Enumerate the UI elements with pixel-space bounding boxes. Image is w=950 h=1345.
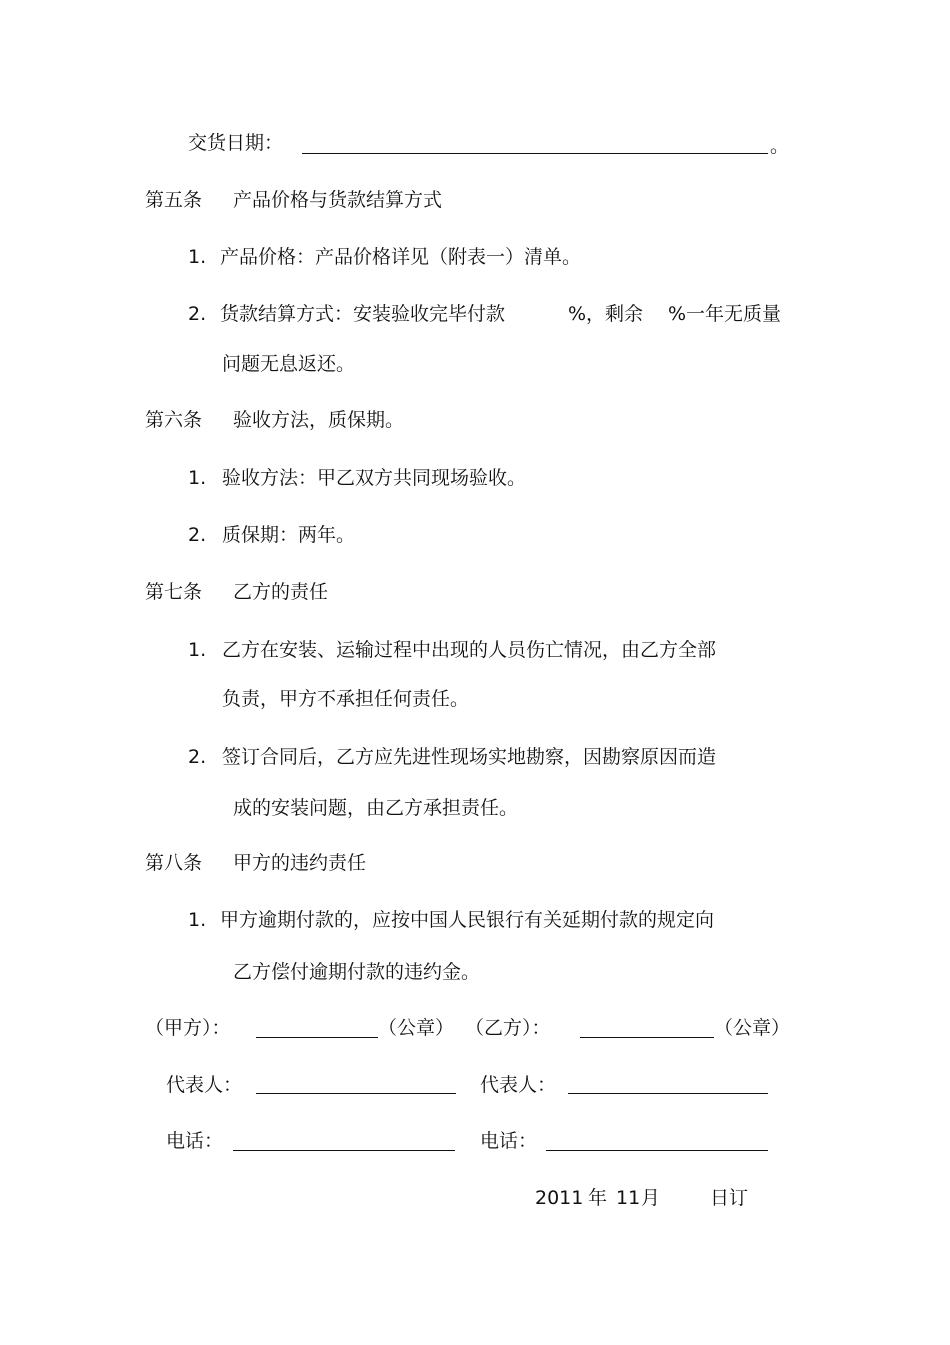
rep-a-blank[interactable] <box>256 1093 456 1094</box>
party-a-seal: （公章） <box>378 1017 455 1039</box>
article-8-item-1-text-cont: 乙方偿付逾期付款的违约金。 <box>233 961 481 983</box>
phone-b-label: 电话： <box>480 1130 538 1152</box>
article-5-item-1-text: 产品价格：产品价格详见（附表一）清单。 <box>220 246 582 268</box>
article-5-item-2-text-cont: 问题无息返还。 <box>222 353 356 375</box>
rep-b-blank[interactable] <box>568 1093 768 1094</box>
article-7-item-1-text: 乙方在安装、运输过程中出现的人员伤亡情况，由乙方全部 <box>222 639 717 661</box>
phone-b-blank[interactable] <box>546 1150 768 1151</box>
article-8-heading: 第八条 <box>145 852 203 874</box>
article-6-item-1-number: 1. <box>188 467 207 489</box>
article-6-title: 验收方法，质保期。 <box>233 409 405 431</box>
article-6-heading: 第六条 <box>145 409 203 431</box>
party-a-label: （甲方）： <box>145 1017 231 1039</box>
article-8-item-1-text: 甲方逾期付款的，应按中国人民银行有关延期付款的规定向 <box>220 909 715 931</box>
article-7-heading: 第七条 <box>145 581 203 603</box>
date-year: 2011 <box>535 1187 584 1209</box>
rep-a-label: 代表人： <box>166 1074 243 1096</box>
party-b-seal: （公章） <box>714 1017 791 1039</box>
phone-a-label: 电话： <box>166 1130 224 1152</box>
article-6-item-2-text: 质保期：两年。 <box>222 524 356 546</box>
delivery-date-blank[interactable] <box>302 153 768 154</box>
article-7-item-2-text-cont: 成的安装问题，由乙方承担责任。 <box>233 797 519 819</box>
article-7-item-1-number: 1. <box>188 639 207 661</box>
article-5-item-2-number: 2. <box>188 303 207 325</box>
date-month-unit: 月 <box>641 1187 661 1209</box>
article-5-item-2-percent-2: %一年无质量 <box>668 303 782 325</box>
article-7-item-2-text: 签订合同后，乙方应先进性现场实地勘察，因勘察原因而造 <box>222 746 717 768</box>
date-year-unit: 年 <box>588 1187 608 1209</box>
date-suffix: 日订 <box>710 1187 749 1209</box>
article-5-item-2-text: 货款结算方式：安装验收完毕付款 <box>220 303 506 325</box>
rep-b-label: 代表人： <box>480 1074 557 1096</box>
date-month: 11 <box>616 1187 641 1209</box>
article-5-title: 产品价格与货款结算方式 <box>233 189 443 211</box>
article-6-item-2-number: 2. <box>188 524 207 546</box>
article-6-item-1-text: 验收方法：甲乙双方共同现场验收。 <box>222 467 527 489</box>
article-7-item-2-number: 2. <box>188 746 207 768</box>
article-8-item-1-number: 1. <box>188 909 207 931</box>
party-b-label: （乙方）： <box>465 1017 551 1039</box>
party-b-blank[interactable] <box>580 1037 714 1038</box>
article-8-title: 甲方的违约责任 <box>233 852 367 874</box>
article-7-title: 乙方的责任 <box>233 581 329 603</box>
party-a-blank[interactable] <box>256 1037 378 1038</box>
delivery-date-label: 交货日期： <box>188 132 284 154</box>
phone-a-blank[interactable] <box>233 1150 455 1151</box>
delivery-date-end: 。 <box>770 135 790 157</box>
article-5-heading: 第五条 <box>145 189 203 211</box>
article-5-item-2-percent-1: %，剩余 <box>568 303 644 325</box>
article-7-item-1-text-cont: 负责，甲方不承担任何责任。 <box>222 688 470 710</box>
article-5-item-1-number: 1. <box>188 246 207 268</box>
